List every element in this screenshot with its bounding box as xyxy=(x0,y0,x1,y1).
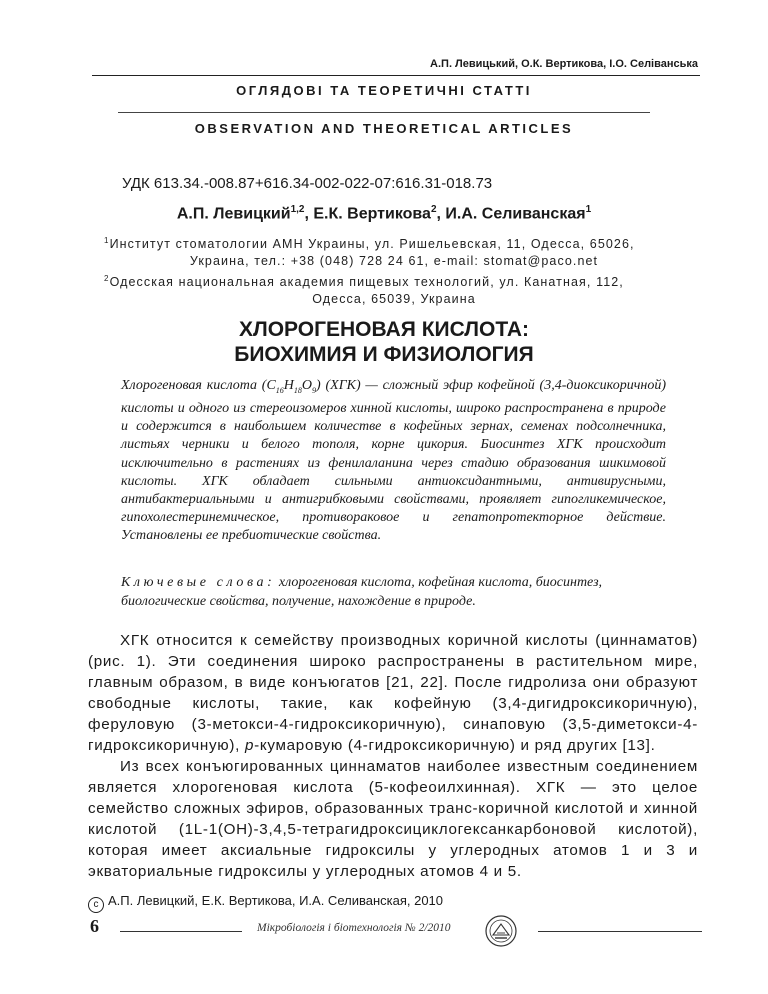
author-affil-mark: 2 xyxy=(430,204,437,215)
author-name: И.А. Селиванская xyxy=(445,205,586,223)
abstract-text: ) (ХГК) — сложный эфир кофейной (3,4-диоксикоричной) кислоты и одного из стереоизомеров хинной кислоты, широко распространена в природе и содержится в наибольшем количестве в кофейных зернах, семенах подсолнечника, листьях черники и белого тополя, корне цикория. Биосинтез ХГК происходит исключительно в растениях из фенилаланина через стадию образования шикимовой кислоты. ХГК обладает сильными антиоксидантными, антивирусными, антибактериальными и антигрибковыми свойствами, проявляет гипогликемическое, гипохолестеринемическое, противораковое и гепатопротекторное действие. Установлены ее пребиотические свойства. xyxy=(121,378,666,544)
keywords xyxy=(121,574,666,611)
author-name: А.П. Левицкий xyxy=(176,205,291,223)
paragraph-text: ХГК относится к семейству производных коричной кислоты (циннаматов) (рис. 1). Эти соединения широко распространены в растительном мире, главным образом, в виде конъюгатов [21, 22]. После гидролиза они образуют свободные кислоты, такие, как кофейную (3,4-дигидроксикоричную), феруловую (3-метокси-4-гидроксикоричную), синаповую (3,5-диметокси-4-гидроксикоричную), xyxy=(88,632,698,754)
keywords-label: Ключевые слова: xyxy=(121,575,276,590)
italic-symbol: p xyxy=(244,737,255,754)
abstract-text: Хлорогеновая кислота (C xyxy=(121,378,276,393)
article-title-line-2: БИОХИМИЯ И ФИЗИОЛОГИЯ xyxy=(234,343,534,366)
copyright-icon: c xyxy=(88,897,104,913)
formula-subscript: 18 xyxy=(293,385,302,395)
affiliation-2-line-1 xyxy=(104,270,684,291)
affil-mark: 2 xyxy=(104,274,110,284)
journal-emblem-icon xyxy=(485,915,517,947)
affiliations xyxy=(104,232,684,308)
abstract-text: H xyxy=(283,378,294,393)
article-title xyxy=(0,317,768,367)
affiliation-1-line-2: Украина, тел.: +38 (048) 728 24 61, e-mail: stomat@paco.net xyxy=(189,254,599,269)
paragraph: Из всех конъюгированных циннаматов наиболее известным соединением является хлорогеновая кислота (5-кофеоилхинная). ХГК — это целое семейство сложных эфиров, образованных транс-коричной кислотой и хинной кислотой (1L-1(OH)-3,4,5-тетрагидроксициклогексанкарбоновой кислотой), которая имеет аксиальные гидроксилы у углеродных атомов 1 и 3 и экваториальные гидроксилы у углеродных атомов 4 и 5. xyxy=(88,758,698,880)
affiliation-1-line-1 xyxy=(104,232,684,253)
journal-name: Мікробіологія і біотехнологія № 2/2010 xyxy=(257,922,451,934)
udk-code: УДК 613.34.-008.87+616.34-002-022-07:616.31-018.73 xyxy=(122,175,493,192)
copyright-line xyxy=(88,893,443,913)
affiliation-2-line-2: Одесса, 65039, Украина xyxy=(312,292,476,307)
formula-subscript: 16 xyxy=(275,385,284,395)
body-text xyxy=(88,630,698,882)
copyright-text: А.П. Левицкий, Е.К. Вертикова, И.А. Селиванская, 2010 xyxy=(108,893,444,908)
author-name: Е.К. Вертикова xyxy=(313,205,431,223)
keywords-text: хлорогеновая кислота, кофейная кислота, биосинтез, биологические свойства, получение, нахождение в природе. xyxy=(121,575,603,609)
paragraph xyxy=(88,630,698,756)
section-title-ua: ОГЛЯДОВІ ТА ТЕОРЕТИЧНІ СТАТТІ xyxy=(236,83,532,98)
author-affil-mark: 1,2 xyxy=(290,204,305,215)
footer-rule-left xyxy=(120,931,242,932)
author-list: А.П. Левицкий$^{1,2}$, Е.К. Вертикова$^2$, И.А. Селиванская$^1$ xyxy=(176,204,592,223)
abstract-text: O xyxy=(301,378,313,393)
running-head: А.П. Левицький, О.К. Вертикова, І.О. Селіванська xyxy=(430,58,698,70)
affil-text: Одесская национальная академия пищевых технологий, ул. Канатная, 112, xyxy=(109,275,624,290)
formula-subscript: 9 xyxy=(312,385,317,395)
section-title-en: OBSERVATION AND THEORETICAL ARTICLES xyxy=(194,121,574,136)
page-number: 6 xyxy=(90,916,99,936)
paragraph-text: -кумаровую (4-гидроксикоричную) и ряд других [13]. xyxy=(254,737,656,754)
section-divider xyxy=(118,112,650,113)
affil-mark: 1 xyxy=(104,236,110,245)
footer-rule-right xyxy=(538,931,702,932)
article-title-line-1: ХЛОРОГЕНОВАЯ КИСЛОТА: xyxy=(238,318,530,341)
affil-text: Институт стоматологии АМН Украины, ул. Ришельевская, 11, Одесса, 65026, xyxy=(109,237,635,252)
header-rule xyxy=(92,75,700,76)
abstract xyxy=(121,377,666,546)
author-affil-mark: 1 xyxy=(585,204,592,215)
